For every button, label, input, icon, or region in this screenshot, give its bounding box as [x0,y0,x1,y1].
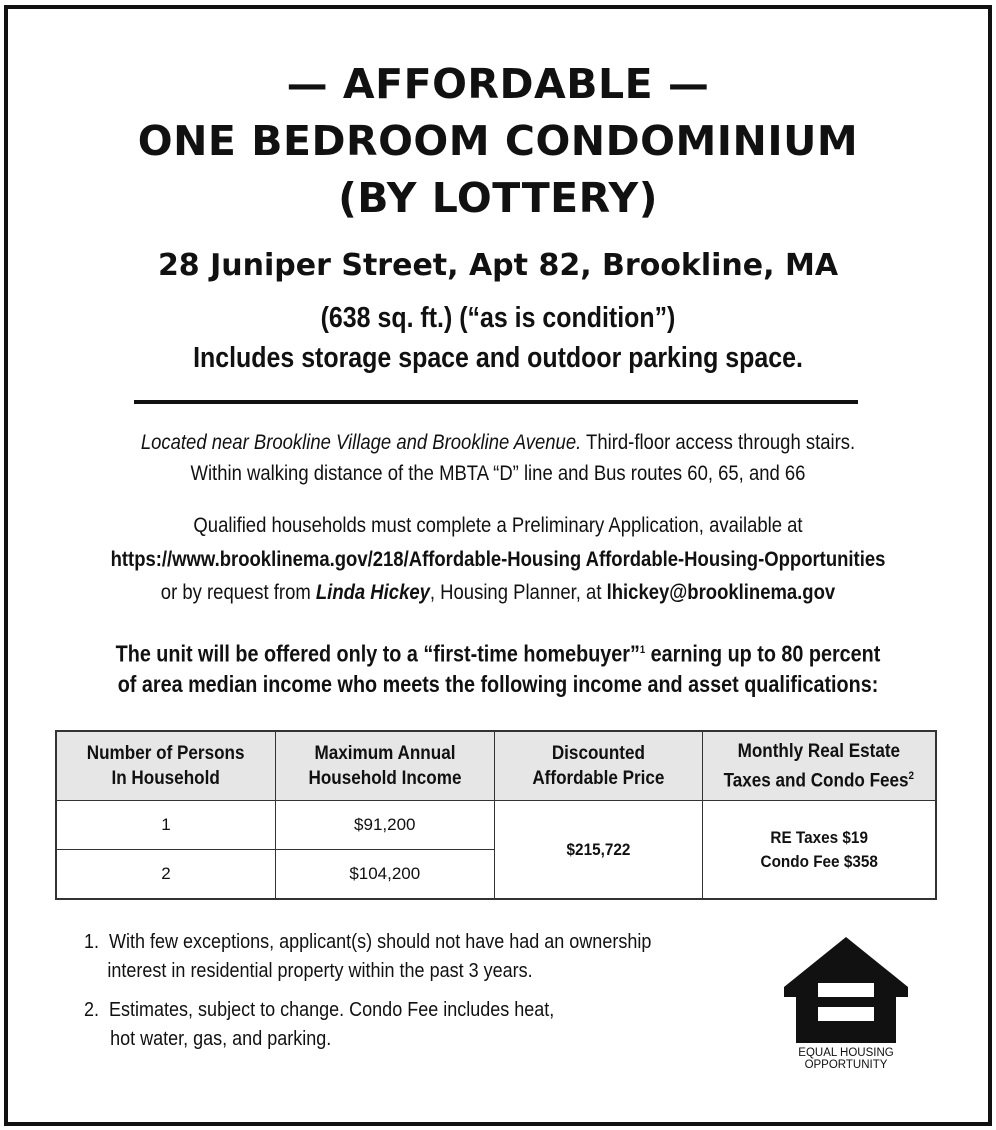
footnote-1 [84,928,651,986]
footnote-text: hot water, gas, and parking. [110,1028,332,1050]
footnote-text: interest in residential property within the past 3 years. [107,960,533,982]
contact-name: Linda Hickey [315,581,430,604]
application-line-1: Qualified households must complete a Preliminary Application, available at [193,514,803,537]
footnote-number: 2. [84,999,100,1021]
logo-bar-bottom [818,1007,874,1021]
unit-includes: Includes storage space and outdoor parking space. [193,342,803,374]
fees-cell [703,801,936,900]
persons-cell: 2 [56,850,276,900]
persons-cell: 1 [56,801,276,850]
footnote-text: Estimates, subject to change. Condo Fee includes heat, [109,999,555,1021]
header-income: Maximum Annual Household Income [276,731,495,801]
income-cell: $91,200 [276,801,495,850]
eligibility-line-1 [70,633,927,671]
contact-role: , Housing Planner, at [429,581,607,604]
application-contact [60,577,936,608]
title-line-3: (BY LOTTERY) [338,174,658,222]
eligibility-text-b: earning up to 80 percent [645,640,881,667]
application-url[interactable]: https://www.brooklinema.gov/218/Affordable-Housing Affordable-Housing-Opportunities [110,548,886,571]
logo-text-line-2: OPPORTUNITY [804,1059,888,1071]
location-line-2: Within walking distance of the MBTA “D” line and Bus routes 60, 65, and 66 [190,462,806,485]
eligibility-line-2: of area median income who meets the following income and asset qualifications: [117,671,879,697]
location-access: Third-floor access through stairs. [581,431,856,454]
footnote-number: 1. [84,931,100,953]
footnote-2 [84,996,554,1054]
eligibility-text-a: The unit will be offered only to a “first-time homebuyer” [115,640,640,667]
header-persons: Number of Persons In Household [56,731,276,801]
header-fees: Monthly Real Estate Taxes and Condo Fees$^2$ [703,731,936,801]
table-header-row [56,731,936,801]
footnote-ref-1: 1 [639,644,646,656]
footnote-text: With few exceptions, applicant(s) should not have had an ownership [109,931,652,953]
location-italic: Located near Brookline Village and Brookline Avenue. [140,431,582,454]
unit-size: (638 sq. ft.) (“as is condition”) [320,302,676,334]
divider [134,400,858,404]
income-cell: $104,200 [276,850,495,900]
price-cell: $215,722 [494,801,703,900]
address: 28 Juniper Street, Apt 82, Brookline, MA [157,248,839,283]
logo-text-line-1: EQUAL HOUSING [798,1047,894,1059]
condo-fee: Condo Fee $358 [760,851,878,871]
header-price: Discounted Affordable Price [494,731,703,801]
income-table [55,730,937,900]
location-line-1 [60,427,936,458]
logo-bar-top [818,983,874,997]
contact-email[interactable]: lhickey@brooklinema.gov [606,581,836,604]
title-line-2: ONE BEDROOM CONDOMINIUM [137,117,859,165]
table-row [56,801,936,850]
contact-prefix: or by request from [160,581,316,604]
re-taxes: RE Taxes $19 [770,827,868,847]
title-line-1: — AFFORDABLE — [286,60,710,108]
